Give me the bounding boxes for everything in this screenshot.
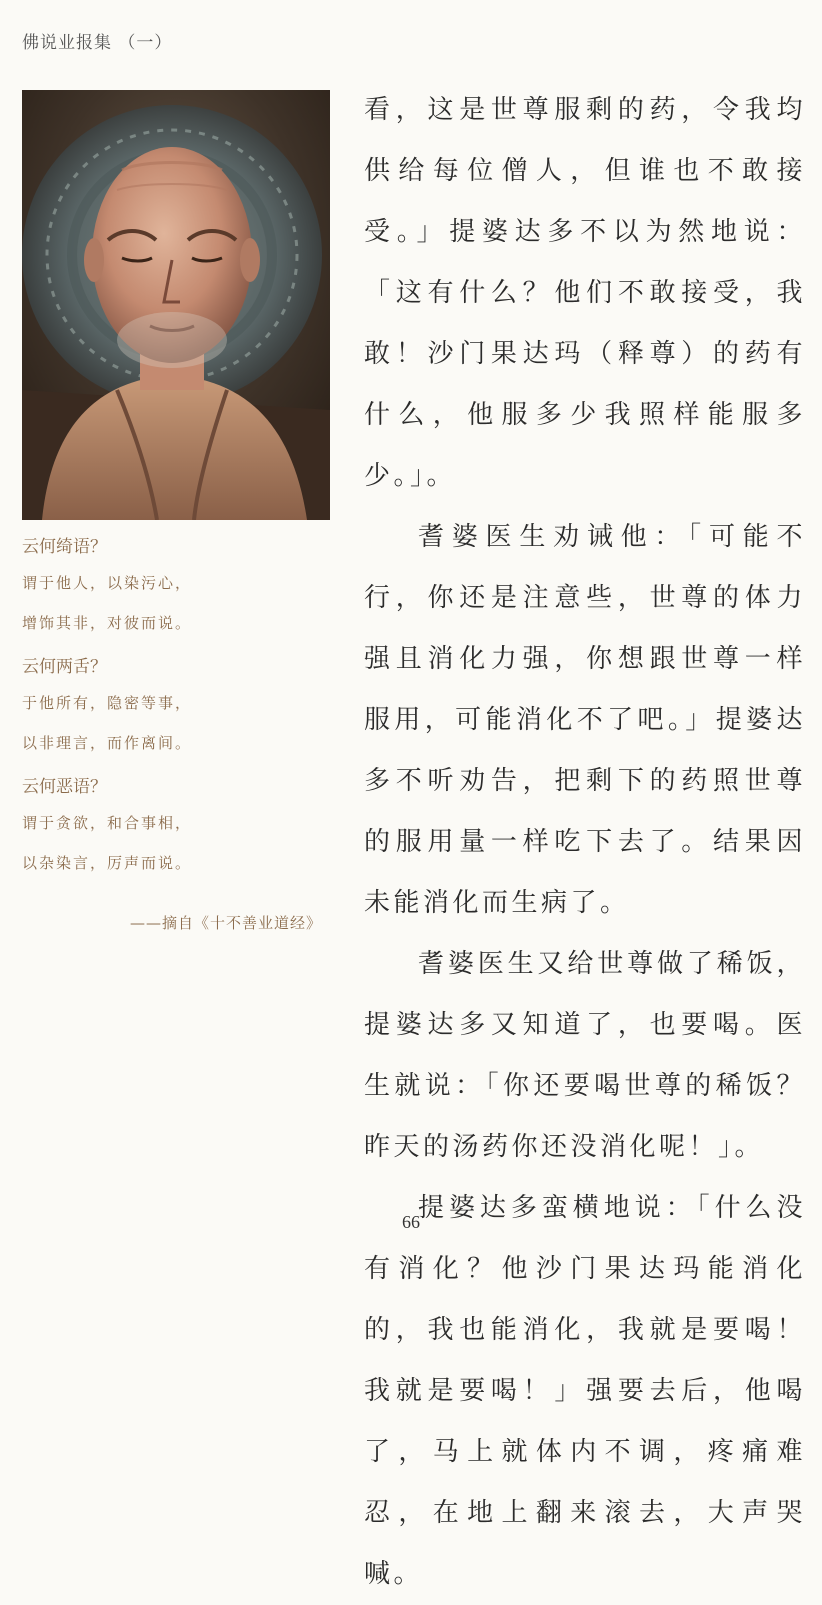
quote-question: 云何恶语？ (22, 777, 107, 797)
quote-group-3 (22, 776, 332, 874)
paragraph: 耆婆医生劝诫他：「可能不行，你还是注意些，世尊的体力强且消化力强，你想跟世尊一样服用，可能消化不了吧。」提婆达多不听劝告，把剩下的药照世尊的服用量一样吃下去了。结果因未能消化而生病了。 (364, 522, 806, 918)
main-body-text (364, 80, 806, 1605)
quote-question: 云何绮语？ (22, 537, 107, 557)
quote-line: 增饰其非，对彼而说。 (22, 614, 193, 632)
quote-source: ——摘自《十不善业道经》 (130, 914, 323, 932)
quote-group-1 (22, 536, 332, 634)
sutra-quote-sidebar (22, 536, 332, 932)
paragraph: 看，这是世尊服剩的药，令我均供给每位僧人，但谁也不敢接受。」提婆达多不以为然地说：「这有什么？他们不敢接受，我敢！沙门果达玛（释尊）的药有什么，他服多少我照样能服多少。」。 (364, 95, 806, 491)
page-number: 66 (402, 1212, 420, 1232)
quote-line: 以非理言，而作离间。 (22, 734, 193, 752)
arhat-statue-photo (22, 90, 330, 520)
paragraph: 耆婆医生又给世尊做了稀饭，提婆达多又知道了，也要喝。医生就说：「你还要喝世尊的稀饭？昨天的汤药你还没消化呢！」。 (364, 949, 806, 1162)
quote-line: 谓于贪欲，和合事相， (22, 814, 193, 832)
quote-line: 谓于他人，以染污心， (22, 574, 193, 592)
quote-line: 于他所有，隐密等事， (22, 694, 193, 712)
quote-line: 以杂染言，厉声而说。 (22, 854, 193, 872)
quote-group-2 (22, 656, 332, 754)
running-header: 佛说业报集 （一） (22, 33, 173, 53)
quote-question: 云何两舌？ (22, 657, 107, 677)
paragraph: 提婆达多蛮横地说：「什么没有消化？他沙门果达玛能消化的，我也能消化，我就是要喝！我就是要喝！」强要去后，他喝了，马上就体内不调，疼痛难忍，在地上翻来滚去，大声哭喊。 (364, 1193, 806, 1589)
